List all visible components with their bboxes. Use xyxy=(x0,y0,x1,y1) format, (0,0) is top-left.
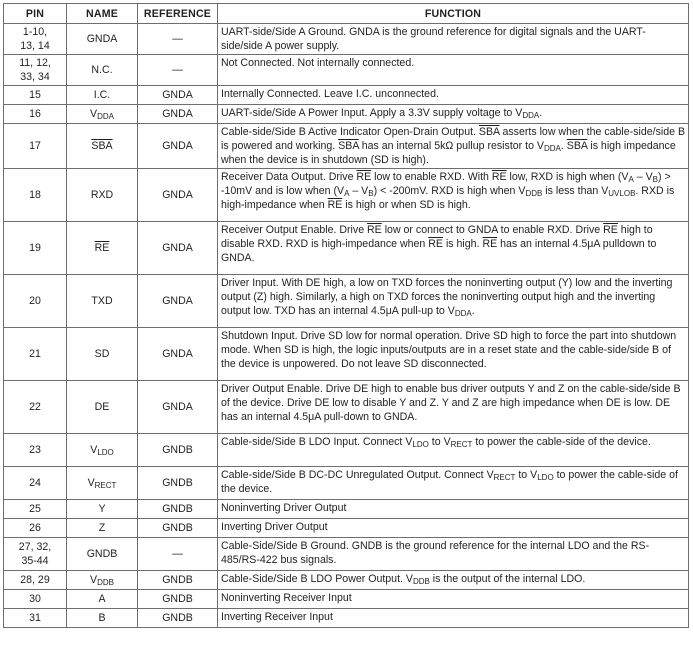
pin-cell xyxy=(4,105,67,124)
pin-cell xyxy=(4,86,67,105)
pin-number: 28, 29 xyxy=(20,574,50,586)
pin-name: GNDA xyxy=(67,24,138,55)
pin-number: 11, 12, xyxy=(19,57,51,69)
pin-name: RXD xyxy=(67,169,138,222)
pin-cell xyxy=(4,590,67,609)
reference-cell: GNDA xyxy=(138,124,218,169)
reference-cell: GNDB xyxy=(138,519,218,538)
pin-number: 23 xyxy=(29,444,41,456)
reference-cell: GNDA xyxy=(138,105,218,124)
pin-name: DE xyxy=(67,381,138,434)
function-description: Internally Connected. Leave I.C. unconnected. xyxy=(218,86,689,105)
pin-cell xyxy=(4,571,67,590)
table-row xyxy=(4,590,689,609)
pin-number: 17 xyxy=(29,140,41,152)
pin-number: 27, 32, xyxy=(18,541,52,553)
pin-cell xyxy=(4,500,67,519)
table-row xyxy=(4,55,689,86)
pin-cell xyxy=(4,169,67,222)
pin-cell xyxy=(4,434,67,467)
function-description: Not Connected. Not internally connected. xyxy=(218,55,689,86)
pin-cell xyxy=(4,24,67,55)
reference-cell: GNDA xyxy=(138,169,218,222)
pin-name: $V_{LDO}$ xyxy=(67,434,138,467)
table-row xyxy=(4,434,689,467)
pin-number: 35-44 xyxy=(21,555,49,567)
pin-name: GNDB xyxy=(67,538,138,571)
function-description: Driver Input. With DE high, a low on TXD forces the noninverting output (Y) low and the inverting output (Z) high. Similarly, a high on TXD forces the noninverting output high and the inverting output low. TXD has an internal 4.5μA pull-up to $V_{DDA}$. xyxy=(218,275,689,328)
pin-number: 22 xyxy=(29,401,41,413)
pin-number: 18 xyxy=(29,189,41,201)
pin-name: $V_{RECT}$ xyxy=(67,467,138,500)
pin-description-table xyxy=(3,3,689,628)
function-description: Receiver Output Enable. Drive $\overline{RE}$ low or connect to GNDA to enable RXD. Drive $\overline{RE}$ high to disable RXD. RXD is high-impedance when $\overline{RE}$ is high. $\overline{RE}$ has an internal 4.5μA pulldown to GNDA. xyxy=(218,222,689,275)
pin-cell xyxy=(4,609,67,628)
pin-number: 30 xyxy=(29,593,41,605)
pin-name: $V_{DDB}$ xyxy=(67,571,138,590)
pin-cell xyxy=(4,328,67,381)
pin-cell xyxy=(4,519,67,538)
pin-cell xyxy=(4,467,67,500)
pin-number: 33, 34 xyxy=(20,71,50,83)
header-name: NAME xyxy=(67,4,138,24)
function-description: Cable-Side/Side B Ground. GNDB is the ground reference for the internal LDO and the RS-485/RS-422 bus signals. xyxy=(218,538,689,571)
table-row xyxy=(4,124,689,169)
pin-name: $\overline{SBA}$ xyxy=(67,124,138,169)
header-pin: PIN xyxy=(4,4,67,24)
reference-cell: GNDB xyxy=(138,590,218,609)
pin-number: 1-10, xyxy=(22,26,48,38)
reference-cell: GNDA xyxy=(138,222,218,275)
reference-cell: GNDB xyxy=(138,571,218,590)
reference-cell: GNDB xyxy=(138,467,218,500)
function-description: UART-side/Side A Ground. GNDA is the ground reference for digital signals and the UART-side/side A power supply. xyxy=(218,24,689,55)
reference-cell: GNDB xyxy=(138,609,218,628)
reference-cell: GNDA xyxy=(138,328,218,381)
reference-cell: GNDA xyxy=(138,86,218,105)
pin-name: N.C. xyxy=(67,55,138,86)
table-row xyxy=(4,328,689,381)
table-row xyxy=(4,571,689,590)
function-description: Driver Output Enable. Drive DE high to enable bus driver outputs Y and Z on the cable-side/side B of the device. Drive DE low to disable Y and Z. Y and Z are high impedance when DE is low. DE has an internal 4.5μA pull-down to GNDA. xyxy=(218,381,689,434)
reference-cell: — xyxy=(138,538,218,571)
pin-number: 16 xyxy=(29,108,41,120)
pin-number: 21 xyxy=(29,348,41,360)
table-row xyxy=(4,275,689,328)
function-description: Receiver Data Output. Drive $\overline{RE}$ low to enable RXD. With $\overline{RE}$ low, RXD is high when $(V_A - V_B) > -10mV$ and is low when $(V_A - V_B) < -200mV$. RXD is high when $V_{DDB}$ is less than $V_{UVLOB}$. RXD is high-impedance when $\overline{RE}$ is high or when SD is high. xyxy=(218,169,689,222)
pin-cell xyxy=(4,55,67,86)
pin-cell xyxy=(4,275,67,328)
table-row xyxy=(4,609,689,628)
reference-cell: GNDB xyxy=(138,500,218,519)
function-description: Cable-Side/Side B LDO Power Output. $V_{DDB}$ is the output of the internal LDO. xyxy=(218,571,689,590)
reference-cell: — xyxy=(138,55,218,86)
pin-number: 26 xyxy=(29,522,41,534)
pin-number: 24 xyxy=(29,477,41,489)
function-description: Inverting Receiver Input xyxy=(218,609,689,628)
table-row xyxy=(4,169,689,222)
pin-number: 15 xyxy=(29,89,41,101)
pin-cell xyxy=(4,381,67,434)
pin-number: 19 xyxy=(29,242,41,254)
pin-name: SD xyxy=(67,328,138,381)
reference-cell: GNDB xyxy=(138,434,218,467)
pin-cell xyxy=(4,538,67,571)
function-description: Cable-side/Side B DC-DC Unregulated Output. Connect $V_{RECT}$ to $V_{LDO}$ to power the cable-side of the device. xyxy=(218,467,689,500)
pin-name: $V_{DDA}$ xyxy=(67,105,138,124)
function-description: Inverting Driver Output xyxy=(218,519,689,538)
pin-number: 13, 14 xyxy=(20,40,50,52)
function-description: Cable-side/Side B Active Indicator Open-Drain Output. $\overline{SBA}$ asserts low when the cable-side/side B is powered and working. $\overline{SBA}$ has an internal 5kΩ pullup resistor to $V_{DDA}$. $\overline{SBA}$ is high impedance when the device is in shutdown (SD is high). xyxy=(218,124,689,169)
table-row xyxy=(4,24,689,55)
table-row xyxy=(4,105,689,124)
pin-number: 31 xyxy=(29,612,41,624)
table-row xyxy=(4,467,689,500)
header-function: FUNCTION xyxy=(218,4,689,24)
function-description: Shutdown Input. Drive SD low for normal operation. Drive SD high to force the part into shutdown mode. When SD is high, the logic inputs/outputs are in a reset state and the cable-side/side B of the device is unpowered. Do not leave SD disconnected. xyxy=(218,328,689,381)
reference-cell: GNDA xyxy=(138,275,218,328)
pin-cell xyxy=(4,124,67,169)
table-row xyxy=(4,381,689,434)
table-row xyxy=(4,222,689,275)
reference-cell: — xyxy=(138,24,218,55)
function-description: UART-side/Side A Power Input. Apply a 3.3V supply voltage to $V_{DDA}$. xyxy=(218,105,689,124)
pin-name: B xyxy=(67,609,138,628)
table-row xyxy=(4,500,689,519)
function-description: Cable-side/Side B LDO Input. Connect $V_{LDO}$ to $V_{RECT}$ to power the cable-side of the device. xyxy=(218,434,689,467)
pin-number: 20 xyxy=(29,295,41,307)
pin-name: Z xyxy=(67,519,138,538)
pin-name: TXD xyxy=(67,275,138,328)
pin-name: I.C. xyxy=(67,86,138,105)
pin-cell xyxy=(4,222,67,275)
reference-cell: GNDA xyxy=(138,381,218,434)
function-description: Noninverting Driver Output xyxy=(218,500,689,519)
pin-name: Y xyxy=(67,500,138,519)
table-row xyxy=(4,519,689,538)
function-description: Noninverting Receiver Input xyxy=(218,590,689,609)
table-row xyxy=(4,86,689,105)
pin-name: A xyxy=(67,590,138,609)
table-row xyxy=(4,538,689,571)
pin-number: 25 xyxy=(29,503,41,515)
table-header-row xyxy=(4,4,689,24)
pin-name: $\overline{RE}$ xyxy=(67,222,138,275)
header-reference: REFERENCE xyxy=(138,4,218,24)
